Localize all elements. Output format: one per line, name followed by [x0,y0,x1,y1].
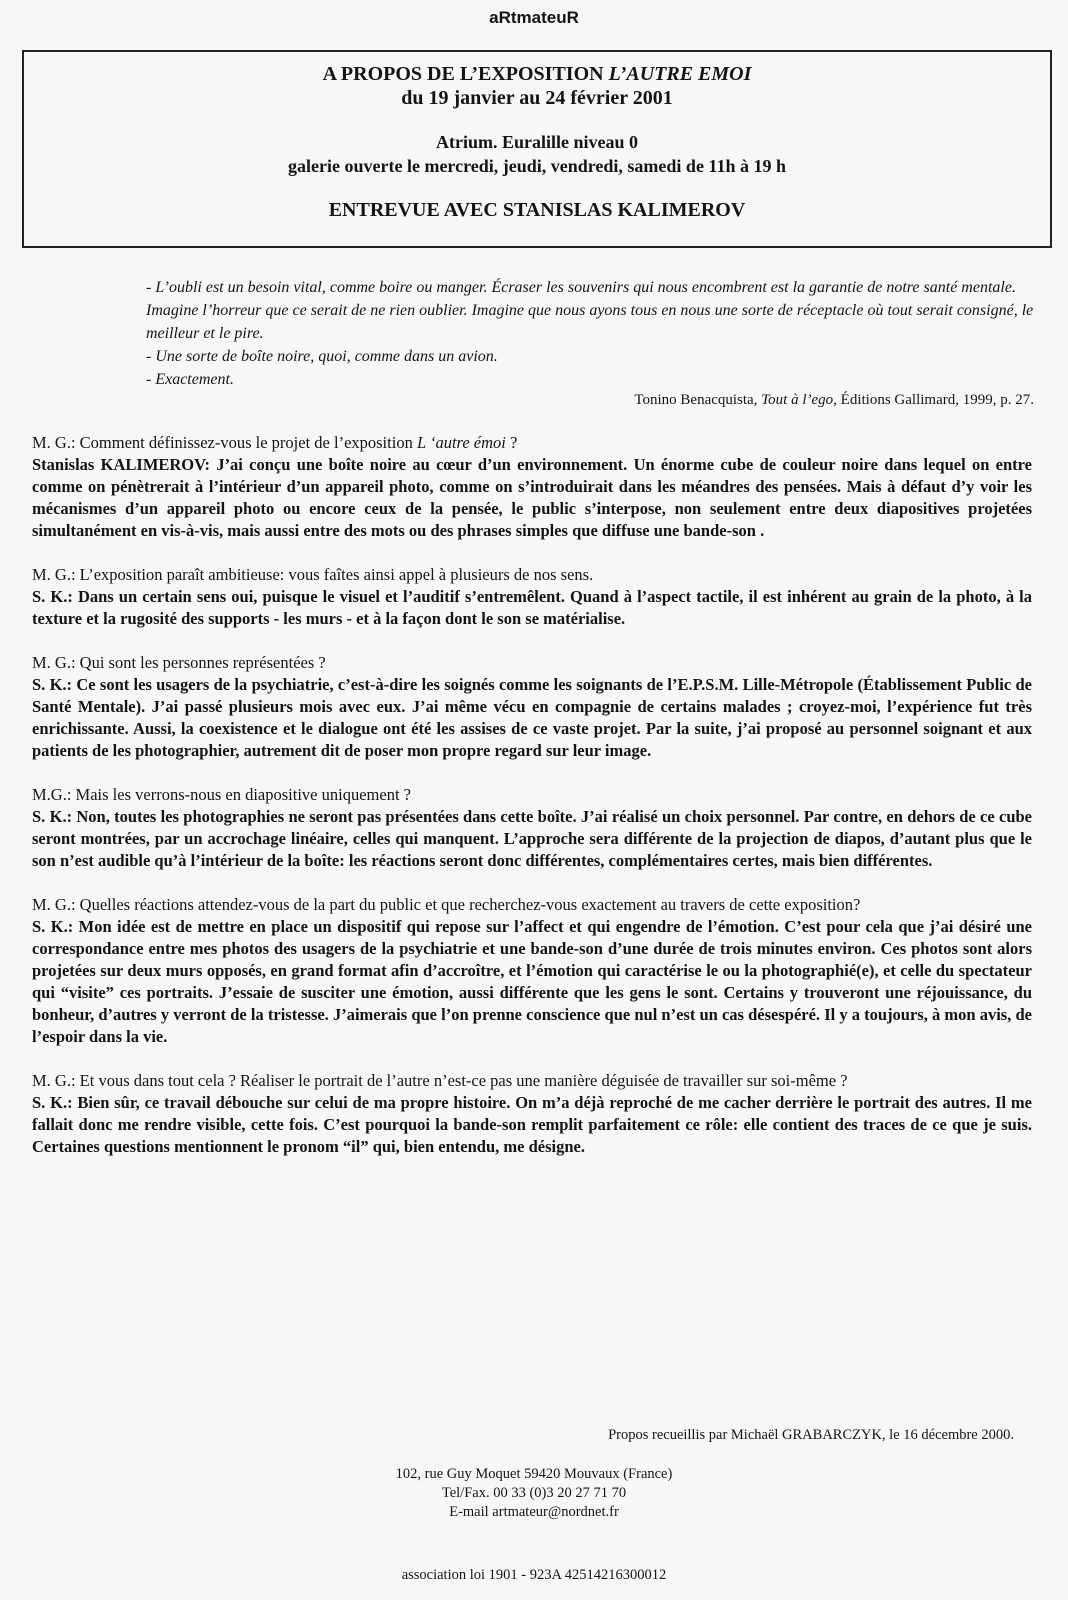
epigraph [146,276,1036,391]
interview-signature: Propos recueillis par Michaël GRABARCZYK, le 16 décembre 2000. [608,1427,1014,1443]
citation-publisher: , Éditions Gallimard, 1999, p. 27. [833,392,1034,408]
qa-block [32,784,1032,872]
exhibition-place: Atrium. Euralille niveau 0 [436,132,638,152]
citation-author: Tonino Benacquista, [634,392,758,408]
answer: S. K.: Non, toutes les photographies ne seront pas présentées dans cette boîte. J’ai réalisé un choix personnel. Par contre, en dehors de ce cube seront montrées, par un accrochage linéaire, celles qui manquent. L’approche sera différente de la projection de diapos, d’autant plus que le son n’est audible qu’à l’intérieur de la boîte: les réactions seront donc différentes, complémentaires certes, mais bien différentes. [32,807,1032,870]
question [32,432,1032,454]
answer: S. K.: Dans un certain sens oui, puisque le visuel et l’auditif s’entremêlent. Quand à l’aspect tactile, il est inhérent au grain de la photo, à la texture et la rugosité des supports - les murs - et à la façon dont le son se matérialise. [32,587,1032,628]
exhibition-title-prefix: A PROPOS DE L’EXPOSITION [322,63,604,85]
exhibition-hours: galerie ouverte le mercredi, jeudi, vendredi, samedi de 11h à 19 h [288,156,786,176]
exhibition-name: L’AUTRE EMOI [608,63,752,85]
epigraph-line: - Exactement. [146,371,234,388]
question-text: M. G.: Comment définissez-vous le projet de l’exposition [32,433,417,452]
qa-block [32,894,1032,1048]
epigraph-citation [634,392,1034,409]
question-italic: L ‘autre émoi [416,433,506,452]
question: M. G.: L’exposition paraît ambitieuse: vous faîtes ainsi appel à plusieurs de nos sens. [32,565,594,584]
citation-book: Tout à l’ego [761,392,834,408]
exhibition-title [24,62,1050,86]
qa-block [32,1070,1032,1158]
answer: S. K.: Ce sont les usagers de la psychiatrie, c’est-à-dire les soignés comme les soignants de l’E.P.S.M. Lille-Métropole (Établissement Public de Santé Mentale). J’ai passé plusieurs mois avec eux. J’ai même vécu en compagnie de certains malades ; croyez-moi, l’expérience fut très enrichissante. Aussi, la coexistence et le dialogue ont été les assises de ce vaste projet. Par la suite, j’ai proposé au personnel soignant et aux patients de les photographier, autrement dit de poser mon propre regard sur leur image. [32,675,1032,760]
footer-contact [0,1465,1068,1522]
interview-title: ENTREVUE AVEC STANISLAS KALIMEROV [328,199,746,221]
exhibition-dates: du 19 janvier au 24 février 2001 [401,87,673,109]
answer: S. K.: Mon idée est de mettre en place un dispositif qui repose sur l’affect et qui engendre de l’émotion. C’est pour cela que j’ai désiré une correspondance entre mes photos des usagers de la psychiatrie et une bande-son d’une durée de trois minutes environ. Ces photos sont alors projetées sur deux murs opposés, en grand format afin d’accroître, et l’émotion qui caractérise le ou la photographié(e), et celle du spectateur qui “visite” ces portraits. J’essaie de susciter une émotion, aussi différente que les gens le sont. Certains y trouveront une réjouissance, du bonheur, d’autres y verront de la tristesse. J’aimerais que l’on prenne conscience que nul n’est un cas désespéré. Il y a toujours, à mon avis, de l’espoir dans la vie. [32,917,1032,1046]
qa-block [32,652,1032,762]
epigraph-line: - L’oubli est un besoin vital, comme boire ou manger. Écraser les souvenirs qui nous encombrent est la garantie de notre santé mentale. Imagine l’horreur que ce serait de ne rien oublier. Imagine que nous ayons tous en nous une sorte de réceptacle où tout serait consigné, le meilleur et le pire. [146,279,1034,342]
question: M. G.: Quelles réactions attendez-vous de la part du public et que recherchez-vous exactement au travers de cette exposition? [32,895,861,914]
answer: S. K.: Bien sûr, ce travail débouche sur celui de ma propre histoire. On m’a déjà reproché de me cacher derrière le portrait des autres. Il me fallait donc me rendre visible, cette fois. C’est pourquoi la bande-son remplit parfaitement ce rôle: elle contient des traces de ce que je suis. Certaines questions mentionnent le pronom “il” qui, bien entendu, me désigne. [32,1093,1032,1156]
question-suffix: ? [505,433,518,452]
question: M. G.: Et vous dans tout cela ? Réaliser le portrait de l’autre n’est-ce pas une manière déguisée de travailler sur soi-même ? [32,1071,848,1090]
footer-legal: association loi 1901 - 923A 42514216300012 [401,1567,667,1583]
footer-email: E-mail artmateur@nordnet.fr [449,1504,619,1520]
qa-block [32,432,1032,542]
exhibition-header-box [22,50,1052,248]
epigraph-line: - Une sorte de boîte noire, quoi, comme dans un avion. [146,348,498,365]
brand-name: aRtmateuR [489,8,579,27]
question: M.G.: Mais les verrons-nous en diapositive uniquement ? [32,785,411,804]
interview [32,432,1032,1180]
answer: Stanislas KALIMEROV: J’ai conçu une boîte noire au cœur d’un environnement. Un énorme cube de couleur noire dans lequel on entre comme on pénètrerait à l’intérieur d’un appareil photo, comme on s’introduirait dans les méandres des pensées. Mais à défaut d’y voir les mécanismes d’un appareil photo ou encore ceux de la pensée, le public s’interpose, non seulement entre deux diapositives projetées simultanément en vis-à-vis, mais aussi entre des mots ou des phrases simples que diffuse une bande-son . [32,455,1032,540]
footer-phone: Tel/Fax. 00 33 (0)3 20 27 71 70 [441,1485,627,1501]
footer-address: 102, rue Guy Moquet 59420 Mouvaux (France) [395,1466,673,1482]
question: M. G.: Qui sont les personnes représentées ? [32,653,326,672]
qa-block [32,564,1032,630]
